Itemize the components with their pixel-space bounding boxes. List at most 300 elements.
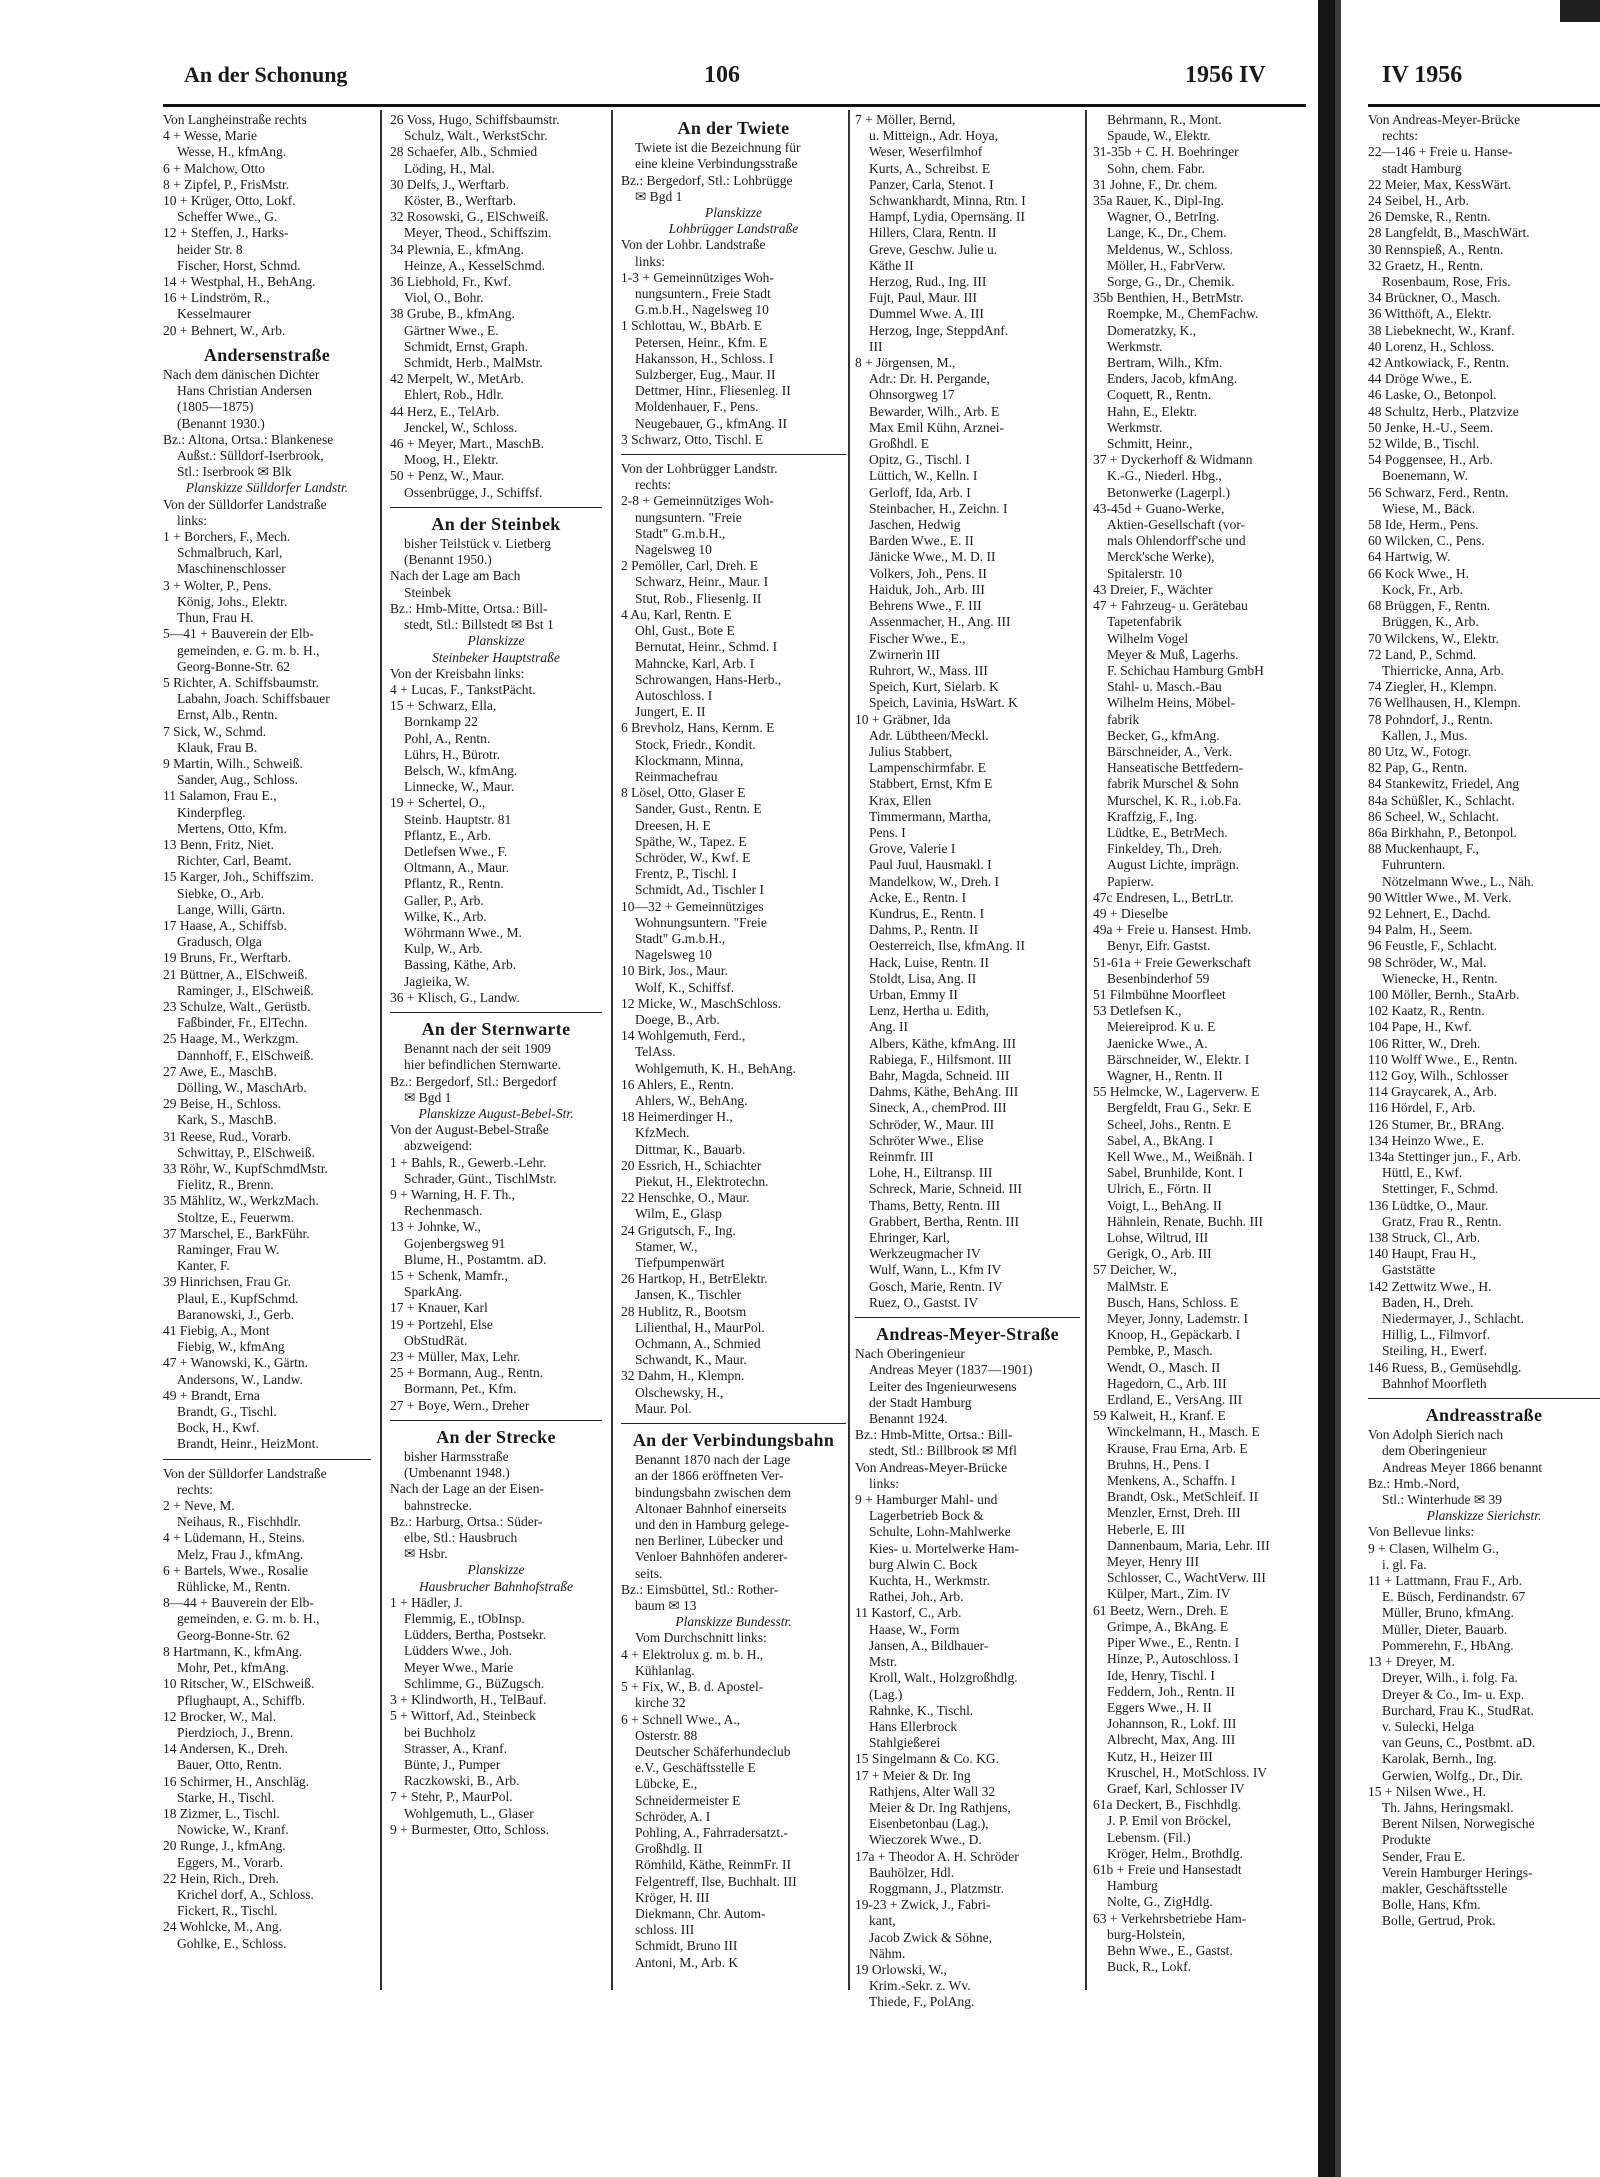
directory-entry: 60 Wilcken, C., Pens. xyxy=(1368,533,1485,549)
directory-entry: Fickert, R., Tischl. xyxy=(177,1903,278,1919)
directory-entry: Hahn, E., Elektr. xyxy=(1107,403,1197,419)
directory-entry: Doege, B., Arb. xyxy=(635,1011,720,1027)
directory-entry: Nagelsweg 10 xyxy=(635,947,712,963)
directory-entry: 146 Ruess, B., Gemüsehdlg. xyxy=(1368,1359,1522,1375)
directory-entry: Römhild, Käthe, ReinmFr. II xyxy=(635,1857,791,1873)
directory-entry: Herzog, Inge, SteppdAnf. xyxy=(869,322,1009,338)
directory-entry: Pohling, A., Fahrradersatzt.- xyxy=(635,1824,788,1840)
map-reference: Planskizze Sülldorfer Landstr. xyxy=(185,480,349,496)
street-heading: Andreas-Meyer-Straße xyxy=(876,1324,1059,1345)
directory-entry: baum ✉ 13 xyxy=(635,1598,697,1614)
directory-entry: 50 Jenke, H.-U., Seem. xyxy=(1368,419,1494,435)
directory-entry: 90 Wittler Wwe., M. Verk. xyxy=(1368,889,1512,905)
directory-entry: Hans Christian Andersen xyxy=(177,383,312,399)
directory-entry: Steinb. Hauptstr. 81 xyxy=(404,811,512,827)
directory-entry: 5—41 + Bauverein der Elb- xyxy=(163,626,314,642)
directory-entry: Nach der Lage an der Eisen- xyxy=(390,1481,545,1497)
directory-entry: 86a Birkhahn, P., Betonpol. xyxy=(1368,824,1517,840)
directory-entry: 9 Martin, Wilh., Schweiß. xyxy=(163,755,303,771)
directory-entry: Mandelkow, W., Dreh. I xyxy=(869,873,999,889)
directory-entry: Pflughaupt, A., Schiffb. xyxy=(177,1692,305,1708)
directory-entry: Schmalbruch, Karl, xyxy=(177,545,283,561)
directory-entry: 6 + Malchow, Otto xyxy=(163,160,265,176)
directory-entry: 58 Ide, Herm., Pens. xyxy=(1368,517,1479,533)
directory-entry: bindungsbahn zwischen dem xyxy=(635,1484,791,1500)
directory-entry: Pflantz, R., Rentn. xyxy=(404,876,504,892)
directory-entry: (Lag.) xyxy=(869,1686,903,1702)
directory-entry: Hanseatische Bettfedern- xyxy=(1107,760,1244,776)
directory-entry: Wolf, K., Schiffsf. xyxy=(635,979,735,995)
directory-entry: Lilienthal, H., MaurPol. xyxy=(635,1319,765,1335)
directory-entry: Ruhrort, W., Mass. III xyxy=(869,662,988,678)
directory-entry: Flemmig, E., tObInsp. xyxy=(404,1611,525,1627)
directory-entry: 8 Lösel, Otto, Glaser E xyxy=(621,785,746,801)
directory-entry: 106 Ritter, W., Dreh. xyxy=(1368,1035,1481,1051)
directory-entry: 26 Voss, Hugo, Schiffsbaumstr. xyxy=(390,112,560,127)
directory-entry: 42 Merpelt, W., MetArb. xyxy=(390,371,524,387)
directory-entry: Nowicke, W., Kranf. xyxy=(177,1822,289,1838)
directory-entry: 70 Wilckens, W., Elektr. xyxy=(1368,630,1499,646)
directory-entry: Andersons, W., Landw. xyxy=(177,1371,303,1387)
directory-entry: Roempke, M., ChemFachw. xyxy=(1107,306,1259,322)
directory-entry: 16 + Lindström, R., xyxy=(163,290,270,306)
page-number: 106 xyxy=(704,62,740,88)
directory-entry: Lohse, Wiltrud, III xyxy=(1107,1230,1209,1246)
directory-entry: 5 Richter, A. Schiffsbaumstr. xyxy=(163,674,319,690)
directory-entry: Schulz, Walt., WerkstSchr. xyxy=(404,128,548,144)
directory-entry: Schwittay, P., ElSchweiß. xyxy=(177,1144,315,1160)
directory-entry: 20 Essrich, H., Schiachter xyxy=(621,1157,762,1173)
directory-entry: Venloer Bahnhöfen anderer- xyxy=(635,1549,788,1565)
directory-entry: Lange, Willi, Gärtn. xyxy=(177,901,286,917)
directory-entry: Dreyer, Wilh., i. folg. Fa. xyxy=(1382,1670,1518,1686)
directory-entry: Ruez, O., Gastst. IV xyxy=(869,1294,979,1310)
directory-entry: Pierdzioch, J., Brenn. xyxy=(177,1724,294,1740)
directory-entry: 23 Schulze, Walt., Gerüstb. xyxy=(163,998,311,1014)
directory-entry: 49 + Brandt, Erna xyxy=(163,1387,260,1403)
directory-entry: Adr. Lübtheen/Meckl. xyxy=(869,727,989,743)
directory-entry: Betonwerke (Lagerpl.) xyxy=(1107,484,1230,500)
directory-entry: Deutscher Schäferhundeclub xyxy=(635,1743,791,1759)
directory-entry: 43-45d + Guano-Werke, xyxy=(1093,500,1225,516)
directory-entry: Eggers, M., Vorarb. xyxy=(177,1854,283,1870)
directory-entry: Blume, H., Postamtm. aD. xyxy=(404,1251,547,1267)
directory-entry: Benyr, Eifr. Gastst. xyxy=(1107,938,1211,954)
directory-entry: Käthe II xyxy=(869,257,914,273)
directory-entry: Besenbinderhof 59 xyxy=(1107,970,1210,986)
directory-entry: 37 Marschel, E., BarkFühr. xyxy=(163,1225,310,1241)
directory-entry: 6 + Schnell Wwe., A., xyxy=(621,1711,741,1727)
directory-entry: Bz.: Eimsbüttel, Stl.: Rother- xyxy=(621,1581,779,1597)
directory-entry: 64 Hartwig, W. xyxy=(1368,549,1451,565)
directory-entry: Wiese, M., Bäck. xyxy=(1382,500,1476,516)
directory-entry: Schmitt, Heinr., xyxy=(1107,436,1193,452)
directory-entry: Produkte xyxy=(1382,1832,1431,1848)
directory-entry: Von Langheinstraße rechts xyxy=(163,112,307,127)
directory-entry: 9 + Warning, H. F. Th., xyxy=(390,1187,515,1202)
section-divider xyxy=(163,1459,371,1460)
directory-entry: Schlosser, C., WachtVerw. III xyxy=(1107,1570,1266,1586)
directory-entry: Moldenhauer, F., Pens. xyxy=(635,399,759,415)
directory-entry: u. Mitteign., Adr. Hoya, xyxy=(869,128,998,144)
directory-entry: 136 Lüdtke, O., Maur. xyxy=(1368,1197,1489,1213)
directory-entry: Busch, Hans, Schloss. E xyxy=(1107,1294,1239,1310)
directory-entry: 61a Deckert, B., Fischhdlg. xyxy=(1093,1797,1242,1813)
directory-entry: 15 + Schenk, Mamfr., xyxy=(390,1268,508,1284)
directory-entry: Wohlgemuth, L., Glaser xyxy=(404,1805,534,1821)
directory-entry: 66 Kock Wwe., H. xyxy=(1368,565,1469,581)
directory-entry: 8 + Zipfel, P., FrisMstr. xyxy=(163,176,290,192)
directory-entry: Bz.: Bergedorf, Stl.: Lohbrügge xyxy=(621,172,793,188)
directory-entry: Bauhölzer, Hdl. xyxy=(869,1864,955,1880)
directory-entry: 6 Brevholz, Hans, Kernm. E xyxy=(621,720,775,736)
map-reference: Hausbrucher Bahnhofstraße xyxy=(418,1578,574,1594)
directory-entry: Bassing, Käthe, Arb. xyxy=(404,957,517,973)
directory-entry: 2-8 + Gemeinnütziges Woh- xyxy=(621,493,774,509)
directory-entry: 36 Liebhold, Fr., Kwf. xyxy=(390,274,512,290)
directory-entry: 8 Hartmann, K., kfmAng. xyxy=(163,1643,303,1659)
directory-entry: Lüttich, W., Kelln. I xyxy=(869,468,978,484)
directory-entry: Andreas Meyer 1866 benannt xyxy=(1382,1459,1543,1475)
directory-entry: 31-35b + C. H. Boehringer xyxy=(1093,144,1239,160)
directory-entry: Krax, Ellen xyxy=(869,792,932,808)
directory-entry: Max Emil Kühn, Arznei- xyxy=(869,419,1004,435)
directory-column-5 xyxy=(1093,112,1303,1975)
directory-entry: Viol, O., Bohr. xyxy=(404,290,484,306)
directory-entry: Georg-Bonne-Str. 62 xyxy=(177,1627,290,1643)
directory-entry: 142 Zettwitz Wwe., H. xyxy=(1368,1278,1492,1294)
directory-entry: Jänicke Wwe., M. D. II xyxy=(869,549,996,565)
directory-entry: Gratz, Frau R., Rentn. xyxy=(1382,1213,1502,1229)
directory-entry: Rathjens, Alter Wall 32 xyxy=(869,1783,996,1799)
map-reference: Planskizze xyxy=(467,1562,525,1578)
directory-entry: Mahncke, Karl, Arb. I xyxy=(635,655,755,671)
directory-entry: Schröder, W., Kwf. E xyxy=(635,849,751,865)
directory-entry: 30 Rennspieß, A., Rentn. xyxy=(1368,241,1504,257)
directory-entry: ✉ Bgd 1 xyxy=(404,1089,452,1105)
directory-entry: TelAss. xyxy=(635,1044,676,1060)
directory-entry: Kulp, W., Arb. xyxy=(404,941,483,957)
directory-entry: Lagerbetrieb Bock & xyxy=(869,1508,984,1524)
directory-entry: Osterstr. 88 xyxy=(635,1727,698,1743)
directory-entry: stadt Hamburg xyxy=(1382,160,1462,176)
directory-entry: Dittmar, K., Bauarb. xyxy=(635,1141,746,1157)
directory-entry: MalMstr. E xyxy=(1107,1278,1169,1294)
directory-entry: 19 Bruns, Fr., Werftarb. xyxy=(163,950,292,966)
directory-entry: 88 Muckenhaupt, F., xyxy=(1368,841,1480,857)
directory-entry: Hampf, Lydia, Opernsäng. II xyxy=(869,209,1025,225)
directory-entry: 38 Liebeknecht, W., Kranf. xyxy=(1368,322,1515,338)
directory-entry: 7 + Stehr, P., MaurPol. xyxy=(390,1789,513,1805)
directory-entry: Georg-Bonne-Str. 62 xyxy=(177,658,290,674)
directory-entry: Von der Lohbrügger Landstr. xyxy=(621,461,778,477)
directory-entry: K.-G., Niederl. Hbg., xyxy=(1107,468,1222,484)
directory-entry: Altonaer Bahnhof einerseits xyxy=(635,1500,787,1516)
directory-entry: 126 Stumer, Br., BRAng. xyxy=(1368,1116,1505,1132)
directory-entry: Fuhruntern. xyxy=(1382,857,1446,873)
directory-entry: 56 Schwarz, Ferd., Rentn. xyxy=(1368,484,1509,500)
directory-entry: Bertram, Wilh., Kfm. xyxy=(1107,355,1223,371)
directory-entry: Lührs, H., Bürotr. xyxy=(404,746,500,762)
directory-entry: 47c Endresen, L., BetrLtr. xyxy=(1093,889,1234,905)
directory-entry: Kraffzig, F., Ing. xyxy=(1107,808,1198,824)
directory-entry: Stamer, W., xyxy=(635,1238,698,1254)
directory-entry: König, Johs., Elektr. xyxy=(177,593,288,609)
directory-entry: 78 Pohndorf, J., Rentn. xyxy=(1368,711,1493,727)
directory-entry: Schröder, W., Maur. III xyxy=(869,1116,995,1132)
directory-entry: Brandt, Heinr., HeizMont. xyxy=(177,1436,319,1452)
directory-entry: Stut, Rob., Fliesenlg. II xyxy=(635,590,762,606)
directory-entry: (Umbenannt 1948.) xyxy=(404,1465,510,1481)
directory-entry: 15 + Nilsen Wwe., H. xyxy=(1368,1783,1486,1799)
directory-entry: Piper Wwe., E., Rentn. I xyxy=(1107,1635,1240,1651)
directory-entry: Bormann, Pet., Kfm. xyxy=(404,1381,517,1397)
directory-entry: 140 Haupt, Frau H., xyxy=(1368,1246,1476,1262)
directory-entry: Detlefsen Wwe., F. xyxy=(404,843,508,859)
directory-entry: Zwirnerin III xyxy=(869,646,940,662)
directory-entry: Kundrus, E., Rentn. I xyxy=(869,905,985,921)
directory-entry: Dummel Wwe. A. III xyxy=(869,306,984,322)
directory-column-6 xyxy=(1368,112,1600,1930)
directory-entry: 19 + Schertel, O., xyxy=(390,795,486,811)
directory-entry: Timmermann, Martha, xyxy=(869,808,992,824)
directory-entry: 12 Micke, W., MaschSchloss. xyxy=(621,995,782,1011)
directory-entry: 5 + Fix, W., B. d. Apostel- xyxy=(621,1679,764,1695)
directory-entry: und den in Hamburg gelege- xyxy=(635,1517,790,1533)
directory-entry: Dettmer, Hinr., Fliesenleg. II xyxy=(635,383,791,399)
directory-entry: bei Buchholz xyxy=(404,1724,476,1740)
directory-entry: Papierw. xyxy=(1107,873,1154,889)
directory-entry: 25 + Bormann, Aug., Rentn. xyxy=(390,1365,544,1381)
directory-entry: 47 + Fahrzeug- u. Gerätebau xyxy=(1093,598,1248,614)
directory-column-2 xyxy=(390,112,602,1838)
directory-entry: ✉ Bgd 1 xyxy=(635,188,683,204)
directory-entry: Dreesen, H. E xyxy=(635,817,711,833)
directory-entry: Wagner, H., Rentn. II xyxy=(1107,1067,1223,1083)
directory-entry: Urban, Emmy II xyxy=(869,986,958,1002)
directory-entry: Behn Wwe., E., Gastst. xyxy=(1107,1942,1233,1958)
directory-entry: Buck, R., Lokf. xyxy=(1107,1959,1191,1975)
directory-entry: 33 Röhr, W., KupfSchmdMstr. xyxy=(163,1161,328,1176)
directory-entry: Bärschneider, A., Verk. xyxy=(1107,743,1233,759)
directory-entry: Fischer Wwe., E., xyxy=(869,630,966,646)
directory-entry: 19 + Portzehl, Else xyxy=(390,1316,493,1332)
directory-entry: Stettinger, F., Schmd. xyxy=(1382,1181,1499,1197)
directory-entry: Hillers, Clara, Rentn. II xyxy=(869,225,997,241)
directory-entry: e.V., Geschäftsstelle E xyxy=(635,1760,756,1776)
directory-entry: Wienecke, H., Rentn. xyxy=(1382,970,1498,986)
directory-entry: Krichel dorf, A., Schloss. xyxy=(177,1886,314,1902)
directory-entry: Dölling, W., MaschArb. xyxy=(177,1079,307,1095)
directory-entry: Moog, H., Elektr. xyxy=(404,452,499,468)
directory-entry: Ochmann, A., Schmied xyxy=(635,1336,761,1352)
directory-entry: 32 Dahm, H., Klempn. xyxy=(621,1368,745,1384)
directory-entry: 8 + Jörgensen, M., xyxy=(855,355,956,371)
directory-entry: 63 + Verkehrsbetriebe Ham- xyxy=(1093,1910,1247,1926)
directory-entry: Tapetenfabrik xyxy=(1107,614,1182,630)
directory-entry: 24 Grigutsch, F., Ing. xyxy=(621,1222,736,1238)
directory-entry: 42 Antkowiack, F., Rentn. xyxy=(1368,355,1510,371)
directory-entry: 12 + Steffen, J., Harks- xyxy=(163,225,289,241)
directory-entry: Krause, Frau Erna, Arb. E xyxy=(1107,1440,1248,1456)
directory-entry: Behrens Wwe., F. III xyxy=(869,598,982,614)
directory-entry: Außst.: Sülldorf-Iserbrook, xyxy=(177,448,324,464)
directory-entry: 32 Rosowski, G., ElSchweiß. xyxy=(390,209,549,225)
directory-entry: Kark, S., MaschB. xyxy=(177,1112,277,1128)
directory-entry: Nach Oberingenieur xyxy=(855,1346,965,1362)
directory-entry: Kuchta, H., Werkmstr. xyxy=(869,1573,990,1589)
directory-entry: Fiebig, W., kfmAng xyxy=(177,1339,285,1355)
directory-entry: Rechenmasch. xyxy=(404,1203,483,1219)
directory-entry: Lange, K., Dr., Chem. xyxy=(1107,225,1227,241)
directory-entry: Johannson, R., Lokf. III xyxy=(1107,1716,1237,1732)
directory-entry: bisher Harmsstraße xyxy=(404,1449,509,1465)
directory-entry: rechts: xyxy=(635,477,671,493)
directory-entry: nungsuntern., Freie Stadt xyxy=(635,286,771,302)
directory-entry: Reinmachefrau xyxy=(635,768,718,784)
directory-entry: Bernutat, Heinr., Schmd. I xyxy=(635,639,778,655)
directory-entry: Faßbinder, Fr., ElTechn. xyxy=(177,1015,308,1031)
directory-entry: Albrecht, Max, Ang. III xyxy=(1107,1732,1236,1748)
directory-entry: Schmidt, Bruno III xyxy=(635,1938,738,1954)
directory-entry: 32 Graetz, H., Rentn. xyxy=(1368,257,1484,273)
directory-entry: kant, xyxy=(869,1913,896,1929)
directory-entry: van Geuns, C., Postbmt. aD. xyxy=(1382,1735,1536,1751)
directory-entry: Steinbacher, H., Zeichn. I xyxy=(869,500,1008,516)
directory-entry: fabrik Murschel & Sohn xyxy=(1107,776,1239,792)
directory-entry: Rahnke, K., Tischl. xyxy=(869,1702,974,1718)
directory-entry: Lampenschirmfabr. E xyxy=(869,760,986,776)
directory-entry: Sander, Gust., Rentn. E xyxy=(635,801,762,817)
directory-entry: gemeinden, e. G. m. b. H., xyxy=(177,642,320,658)
section-divider xyxy=(390,1420,602,1421)
directory-entry: Hack, Luise, Rentn. II xyxy=(869,954,989,970)
directory-entry: 14 Andersen, K., Dreh. xyxy=(163,1741,288,1757)
directory-entry: 49 + Dieselbe xyxy=(1093,905,1169,921)
directory-entry: Meier & Dr. Ing Rathjens, xyxy=(869,1799,1011,1815)
directory-entry: Merck'sche Werke), xyxy=(1107,549,1215,565)
directory-entry: Grabbert, Bertha, Rentn. III xyxy=(869,1213,1019,1229)
directory-entry: 11 + Lattmann, Frau F., Arb. xyxy=(1368,1573,1523,1589)
directory-entry: Schwarz, Heinr., Maur. I xyxy=(635,574,769,590)
directory-entry: Burchard, Frau K., StudRat. xyxy=(1382,1702,1534,1718)
directory-entry: 1 Schlottau, W., BbArb. E xyxy=(621,318,762,334)
directory-entry: 114 Graycarek, A., Arb. xyxy=(1368,1084,1497,1100)
directory-entry: Ohl, Gust., Bote E xyxy=(635,623,735,639)
directory-entry: Neugebauer, G., kfmAng. II xyxy=(635,415,788,431)
street-heading: An der Twiete xyxy=(677,118,790,138)
directory-entry: Julius Stabbert, xyxy=(869,743,953,759)
directory-entry: Schrowangen, Hans-Herb., xyxy=(635,671,782,687)
directory-entry: Schlimme, G., BüZugsch. xyxy=(404,1675,545,1691)
directory-entry: Schröter Wwe., Elise xyxy=(869,1132,984,1148)
directory-entry: 16 Ahlers, E., Rentn. xyxy=(621,1076,734,1092)
directory-entry: 29 Beise, H., Schloss. xyxy=(163,1096,282,1112)
directory-entry: Klockmann, Minna, xyxy=(635,752,744,768)
directory-entry: 22—146 + Freie u. Hanse- xyxy=(1368,144,1513,160)
directory-entry: Behrmann, R., Mont. xyxy=(1107,112,1222,127)
directory-entry: 12 Brocker, W., Mal. xyxy=(163,1708,277,1724)
directory-entry: Feddern, Joh., Rentn. II xyxy=(1107,1683,1235,1699)
directory-entry: Meyer Wwe., Marie xyxy=(404,1659,514,1675)
directory-entry: Dreyer & Co., Im- u. Exp. xyxy=(1382,1686,1525,1702)
directory-entry: Kruschel, H., MotSchloss. IV xyxy=(1107,1764,1268,1780)
directory-entry: G.m.b.H., Nagelsweg 10 xyxy=(635,302,769,318)
directory-entry: Murschel, K. R., i.ob.Fa. xyxy=(1107,792,1242,808)
directory-entry: Haiduk, Joh., Arb. III xyxy=(869,581,985,597)
directory-entry: Bärschneider, W., Elektr. I xyxy=(1107,1051,1250,1067)
directory-entry: Sorge, G., Dr., Chemik. xyxy=(1107,274,1235,290)
directory-entry: Kinderpfleg. xyxy=(177,804,246,820)
directory-entry: 9 + Hamburger Mahl- und xyxy=(855,1492,998,1508)
directory-entry: Wöhrmann Wwe., M. xyxy=(404,924,522,940)
directory-entry: Rabiega, F., Hilfsmont. III xyxy=(869,1051,1012,1067)
directory-entry: 15 Karger, Joh., Schiffszim. xyxy=(163,869,314,885)
directory-entry: Raczkowski, B., Arb. xyxy=(404,1773,520,1789)
directory-entry: Gradusch, Olga xyxy=(177,934,262,950)
section-divider xyxy=(855,1317,1080,1318)
directory-entry: Erdland, E., VersAng. III xyxy=(1107,1392,1243,1408)
directory-entry: 5 + Wittorf, Ad., Steinbeck xyxy=(390,1708,536,1724)
directory-entry: Ehringer, Karl, xyxy=(869,1230,950,1246)
directory-entry: 40 Lorenz, H., Schloss. xyxy=(1368,338,1495,354)
directory-entry: Lohe, H., Eiltransp. III xyxy=(869,1165,993,1181)
directory-entry: Strasser, A., Kranf. xyxy=(404,1740,507,1756)
directory-entry: Heinze, A., KesselSchmd. xyxy=(404,257,545,273)
directory-entry: Großhdl. E xyxy=(869,436,929,452)
directory-entry: 3 + Klindworth, H., TelBauf. xyxy=(390,1692,547,1708)
directory-entry: Menzler, Ernst, Dreh. III xyxy=(1107,1505,1241,1521)
directory-entry: Bz.: Harburg, Ortsa.: Süder- xyxy=(390,1513,543,1529)
directory-entry: 59 Kalweit, H., Kranf. E xyxy=(1093,1408,1226,1424)
directory-entry: Thams, Betty, Rentn. III xyxy=(869,1197,1001,1213)
map-reference: Steinbeker Hauptstraße xyxy=(432,649,560,665)
directory-entry: Großhdlg. II xyxy=(635,1841,703,1857)
directory-entry: Kühlanlag. xyxy=(635,1662,695,1678)
directory-entry: Wagner, O., BetrIng. xyxy=(1107,209,1220,225)
directory-entry: Eisenbetonbau (Lag.), xyxy=(869,1816,989,1832)
directory-entry: Wilm, E., Glasp xyxy=(635,1206,722,1222)
directory-entry: Oesterreich, Ilse, kfmAng. II xyxy=(869,938,1025,954)
directory-entry: Stabbert, Ernst, Kfm E xyxy=(869,776,993,792)
directory-entry: Aktien-Gesellschaft (vor- xyxy=(1107,517,1246,533)
directory-column-1 xyxy=(163,112,371,1952)
directory-entry: Bahnhof Moorfleth xyxy=(1382,1375,1487,1391)
directory-entry: Raminger, Frau W. xyxy=(177,1242,280,1258)
directory-entry: Löding, H., Mal. xyxy=(404,160,495,176)
directory-entry: 10 + Gräbner, Ida xyxy=(855,711,951,727)
directory-entry: Kies- u. Mortelwerke Ham- xyxy=(869,1540,1019,1556)
directory-entry: links: xyxy=(869,1475,900,1491)
directory-entry: Wohlgemuth, K. H., BehAng. xyxy=(635,1060,796,1076)
directory-entry: 17a + Theodor A. H. Schröder xyxy=(855,1848,1019,1864)
directory-entry: 4 + Wesse, Marie xyxy=(163,128,258,144)
directory-entry: Stl.: Iserbrook ✉ Blk xyxy=(177,464,292,480)
directory-entry: Plaul, E., KupfSchmd. xyxy=(177,1290,299,1306)
directory-entry: Th. Jahns, Heringsmakl. xyxy=(1382,1799,1514,1815)
directory-entry: Fielitz, R., Brenn. xyxy=(177,1177,274,1193)
directory-column-3 xyxy=(621,112,846,1971)
directory-entry: Thun, Frau H. xyxy=(177,610,254,626)
directory-entry: Ehlert, Rob., Hdlr. xyxy=(404,387,504,403)
directory-entry: Nach der Lage am Bach xyxy=(390,568,521,584)
directory-entry: Rosenbaum, Rose, Fris. xyxy=(1382,274,1511,290)
directory-entry: Enders, Jacob, kfmAng. xyxy=(1107,371,1238,387)
directory-entry: Haase, W., Form xyxy=(869,1621,960,1637)
directory-entry: Gaststätte xyxy=(1382,1262,1436,1278)
directory-entry: Benannt 1924. xyxy=(869,1411,948,1427)
directory-entry: rechts: xyxy=(177,1481,213,1497)
